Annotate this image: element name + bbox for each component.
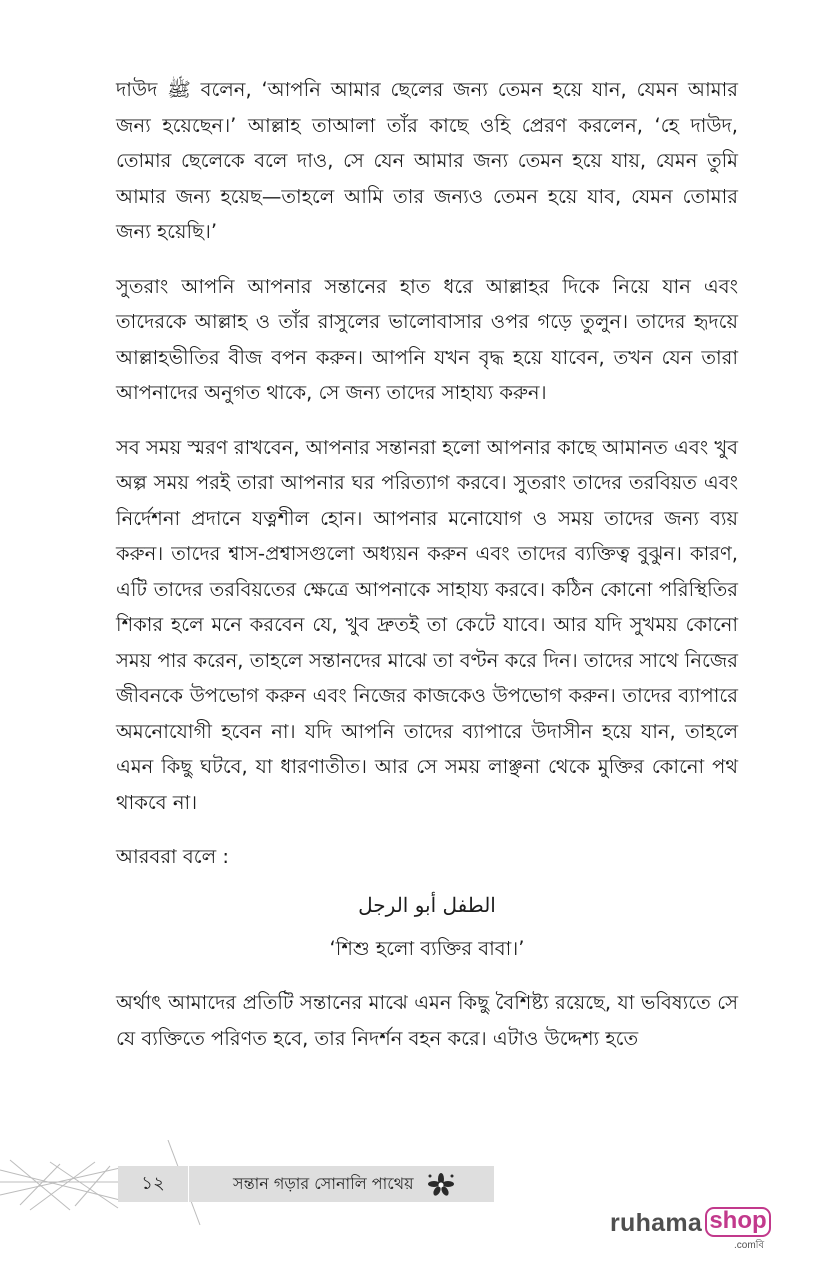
ruhamashop-logo	[610, 1205, 780, 1255]
logo-shop-badge	[705, 1207, 771, 1237]
logo-wordmark: ruhama	[610, 1209, 703, 1237]
arabic-quote: الطفل أبو الرجل	[358, 892, 496, 917]
logo-domain: .comবি	[734, 1240, 765, 1251]
page-body	[116, 72, 738, 1075]
page-number: ১২	[141, 1172, 165, 1194]
quote-translation: ‘শিশু হলো ব্যক্তির বাবা।’	[329, 936, 525, 960]
paragraph-1: দাউদ ﷺ বলেন, ‘আপনি আমার ছেলের জন্য তেমন হয়ে যান, যেমন আমার জন্য হয়েছেন।’ আল্লাহ তাআলা তাঁর কাছে ওহি প্রেরণ করলেন, ‘হে দাউদ, তোমার ছেলেকে বলে দাও, সে যেন আমার জন্য তেমন হয়ে যায়, যেমন তুমি আমার জন্য হয়েছ—তাহলে আমি তার জন্যও তেমন হয়ে যাব, যেমন তোমার জন্য হয়েছি।’	[116, 78, 738, 243]
footer-band	[118, 1166, 494, 1202]
paragraph-2: সুতরাং আপনি আপনার সন্তানের হাত ধরে আল্লাহর দিকে নিয়ে যান এবং তাদেরকে আল্লাহ ও তাঁর রাসুলের ভালোবাসার ওপর গড়ে তুলুন। তাদের হৃদয়ে আল্লাহভীতির বীজ বপন করুন। আপনি যখন বৃদ্ধ হয়ে যাবেন, তখন যেন তারা আপনাদের অনুগত থাকে, সে জন্য তাদের সাহায্য করুন।	[116, 274, 738, 404]
book-title: সন্তান গড়ার সোনালি পাথেয়	[233, 1173, 414, 1193]
footer-divider	[188, 1166, 189, 1202]
paragraph-4: আরবরা বলে :	[116, 845, 229, 868]
flower-ornament-icon	[426, 1171, 456, 1197]
paragraph-3: সব সময় স্মরণ রাখবেন, আপনার সন্তানরা হলো আপনার কাছে আমানত এবং খুব অল্প সময় পরই তারা আপনার ঘর পরিত্যাগ করবে। সুতরাং তাদের তরবিয়ত এবং নির্দেশনা প্রদানে যত্নশীল হোন। আপনার মনোযোগ ও সময় তাদের জন্য ব্যয় করুন। তাদের শ্বাস-প্রশ্বাসগুলো অধ্যয়ন করুন এবং তাদের ব্যক্তিত্ব বুঝুন। কারণ, এটি তাদের তরবিয়তের ক্ষেত্রে আপনাকে সাহায্য করবে। কঠিন কোনো পরিস্থিতির শিকার হলে মনে করবেন যে, খুব দ্রুতই তা কেটে যাবে। আর যদি সুখময় কোনো সময় পার করেন, তাহলে সন্তানদের মাঝে তা বণ্টন করে দিন। তাদের সাথে নিজের জীবনকে উপভোগ করুন এবং নিজের কাজকেও উপভোগ করুন। তাদের ব্যাপারে অমনোযোগী হবেন না। যদি আপনি তাদের ব্যাপারে উদাসীন হয়ে যান, তাহলে এমন কিছু ঘটবে, যা ধারণাতীত। আর সে সময় লাঞ্ছনা থেকে মুক্তির কোনো পথ থাকবে না।	[116, 435, 738, 814]
logo-shop-text: shop	[709, 1207, 767, 1234]
closing-paragraph: অর্থাৎ আমাদের প্রতিটি সন্তানের মাঝে এমন কিছু বৈশিষ্ট্য রয়েছে, যা ভবিষ্যতে সে যে ব্যক্তিতে পরিণত হবে, তার নিদর্শন বহন করে। এটাও উদ্দেশ্য হতে	[116, 991, 738, 1050]
